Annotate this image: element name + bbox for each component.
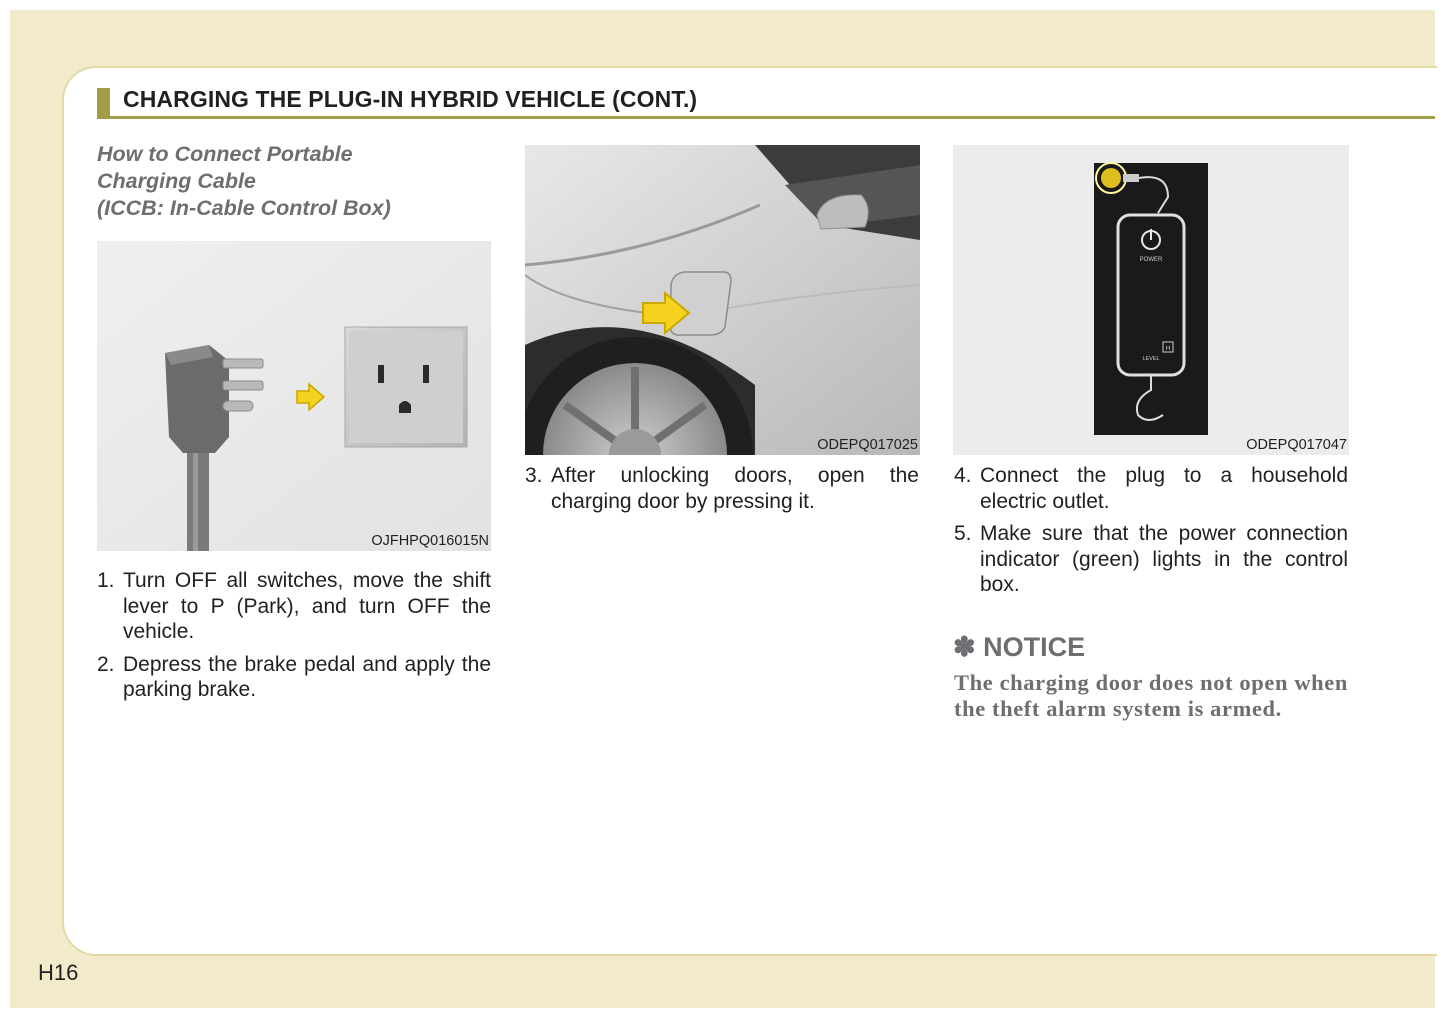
steps-column-1 <box>97 568 491 710</box>
step-number: 3. <box>525 464 543 487</box>
plug-outlet-illustration <box>97 241 491 551</box>
figure-caption: ODEPQ017047 <box>1246 437 1347 453</box>
notice-heading <box>953 632 1085 663</box>
notice-text: The charging door does not open when the theft alarm system is armed. <box>954 670 1348 721</box>
level-label: LEVEL <box>1142 356 1160 362</box>
list-item <box>97 652 491 703</box>
section-subtitle <box>97 141 497 222</box>
step-number: 4. <box>954 464 972 487</box>
subtitle-line: (ICCB: In-Cable Control Box) <box>97 196 391 220</box>
step-text: Turn OFF all switches, move the shift lever to P (Park), and turn OFF the vehicle. <box>123 569 491 643</box>
list-item <box>97 568 491 645</box>
car-charging-door-illustration <box>525 145 920 455</box>
notice-title: NOTICE <box>983 632 1086 662</box>
steps-column-3 <box>954 463 1348 605</box>
level-badge: H <box>1165 346 1171 352</box>
list-item <box>954 521 1348 598</box>
step-number: 2. <box>97 652 115 676</box>
step-text: Make sure that the power connection indicator (green) lights in the control box. <box>980 522 1348 596</box>
power-label: POWER <box>1139 257 1163 263</box>
page-number: H16 <box>38 960 79 985</box>
control-box-illustration <box>953 145 1349 455</box>
subtitle-line: Charging Cable <box>97 169 256 193</box>
figure-charging-door <box>525 145 920 455</box>
figure-control-box <box>953 145 1349 455</box>
figure-caption: OJFHPQ016015N <box>371 533 489 549</box>
steps-column-2 <box>525 463 919 521</box>
figure-plug-outlet <box>97 241 491 551</box>
list-item <box>525 463 919 514</box>
step-number: 5. <box>954 522 972 545</box>
notice-symbol-icon: ✽ <box>953 632 976 662</box>
step-number: 1. <box>97 569 115 592</box>
step-text: Depress the brake pedal and apply the parking brake. <box>123 652 491 701</box>
page-title: CHARGING THE PLUG-IN HYBRID VEHICLE (CONT.) <box>123 86 698 112</box>
step-text: After unlocking doors, open the charging door by pressing it. <box>551 464 919 513</box>
header-rule <box>97 116 1435 119</box>
header-accent-bar <box>97 88 110 118</box>
list-item <box>954 463 1348 514</box>
step-text: Connect the plug to a household electric outlet. <box>980 464 1348 513</box>
figure-caption: ODEPQ017025 <box>817 437 918 453</box>
subtitle-line: How to Connect Portable <box>97 142 353 166</box>
